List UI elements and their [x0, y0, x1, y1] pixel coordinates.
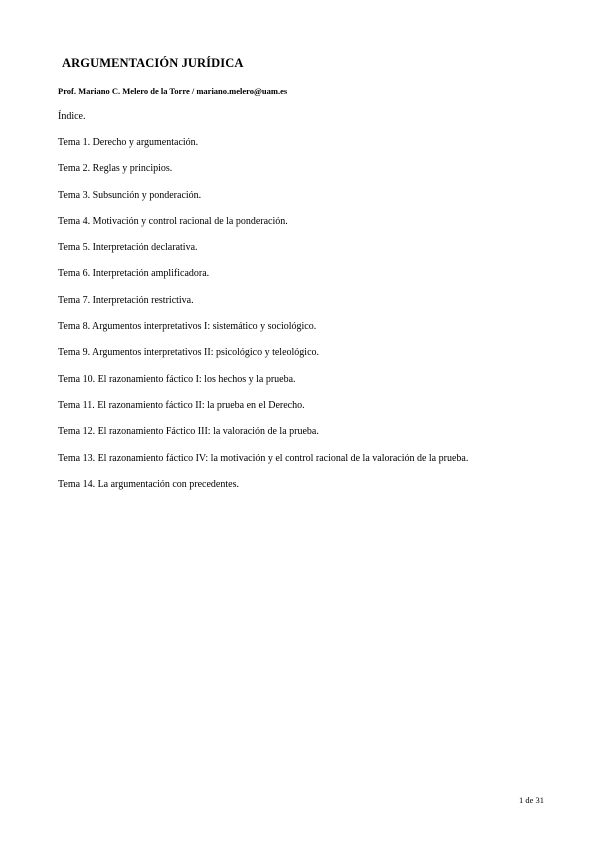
toc-item-tema-7: Tema 7. Interpretación restrictiva. [58, 294, 194, 306]
toc-item-tema-13: Tema 13. El razonamiento fáctico IV: la motivación y el control racional de la valoración de la prueba. [58, 452, 469, 464]
author-line: Prof. Mariano C. Melero de la Torre / mariano.melero@uam.es [58, 86, 288, 96]
toc-item-tema-9: Tema 9. Argumentos interpretativos II: psicológico y teleológico. [58, 347, 320, 359]
toc-item-tema-6: Tema 6. Interpretación amplificadora. [58, 268, 210, 280]
toc-item-tema-4: Tema 4. Motivación y control racional de la ponderación. [58, 215, 288, 227]
page-number: 1 de 31 [519, 795, 545, 805]
toc-item-tema-14: Tema 14. La argumentación con precedentes. [58, 478, 239, 490]
toc-item-tema-1: Tema 1. Derecho y argumentación. [58, 137, 199, 148]
toc-item-tema-2: Tema 2. Reglas y principios. [58, 163, 173, 175]
index-heading: Índice. [58, 111, 86, 122]
toc-item-tema-11: Tema 11. El razonamiento fáctico II: la prueba en el Derecho. [58, 399, 305, 411]
toc-item-tema-10: Tema 10. El razonamiento fáctico I: los hechos y la prueba. [58, 373, 296, 385]
toc-item-tema-5: Tema 5. Interpretación declarativa. [58, 242, 198, 254]
toc-item-tema-8: Tema 8. Argumentos interpretativos I: sistemático y sociológico. [58, 321, 317, 333]
table-of-contents [58, 137, 468, 505]
toc-item-tema-3: Tema 3. Subsunción y ponderación. [58, 189, 202, 201]
document-title: ARGUMENTACIÓN JURÍDICA [62, 56, 244, 70]
toc-item-tema-12: Tema 12. El razonamiento Fáctico III: la valoración de la prueba. [58, 426, 319, 438]
